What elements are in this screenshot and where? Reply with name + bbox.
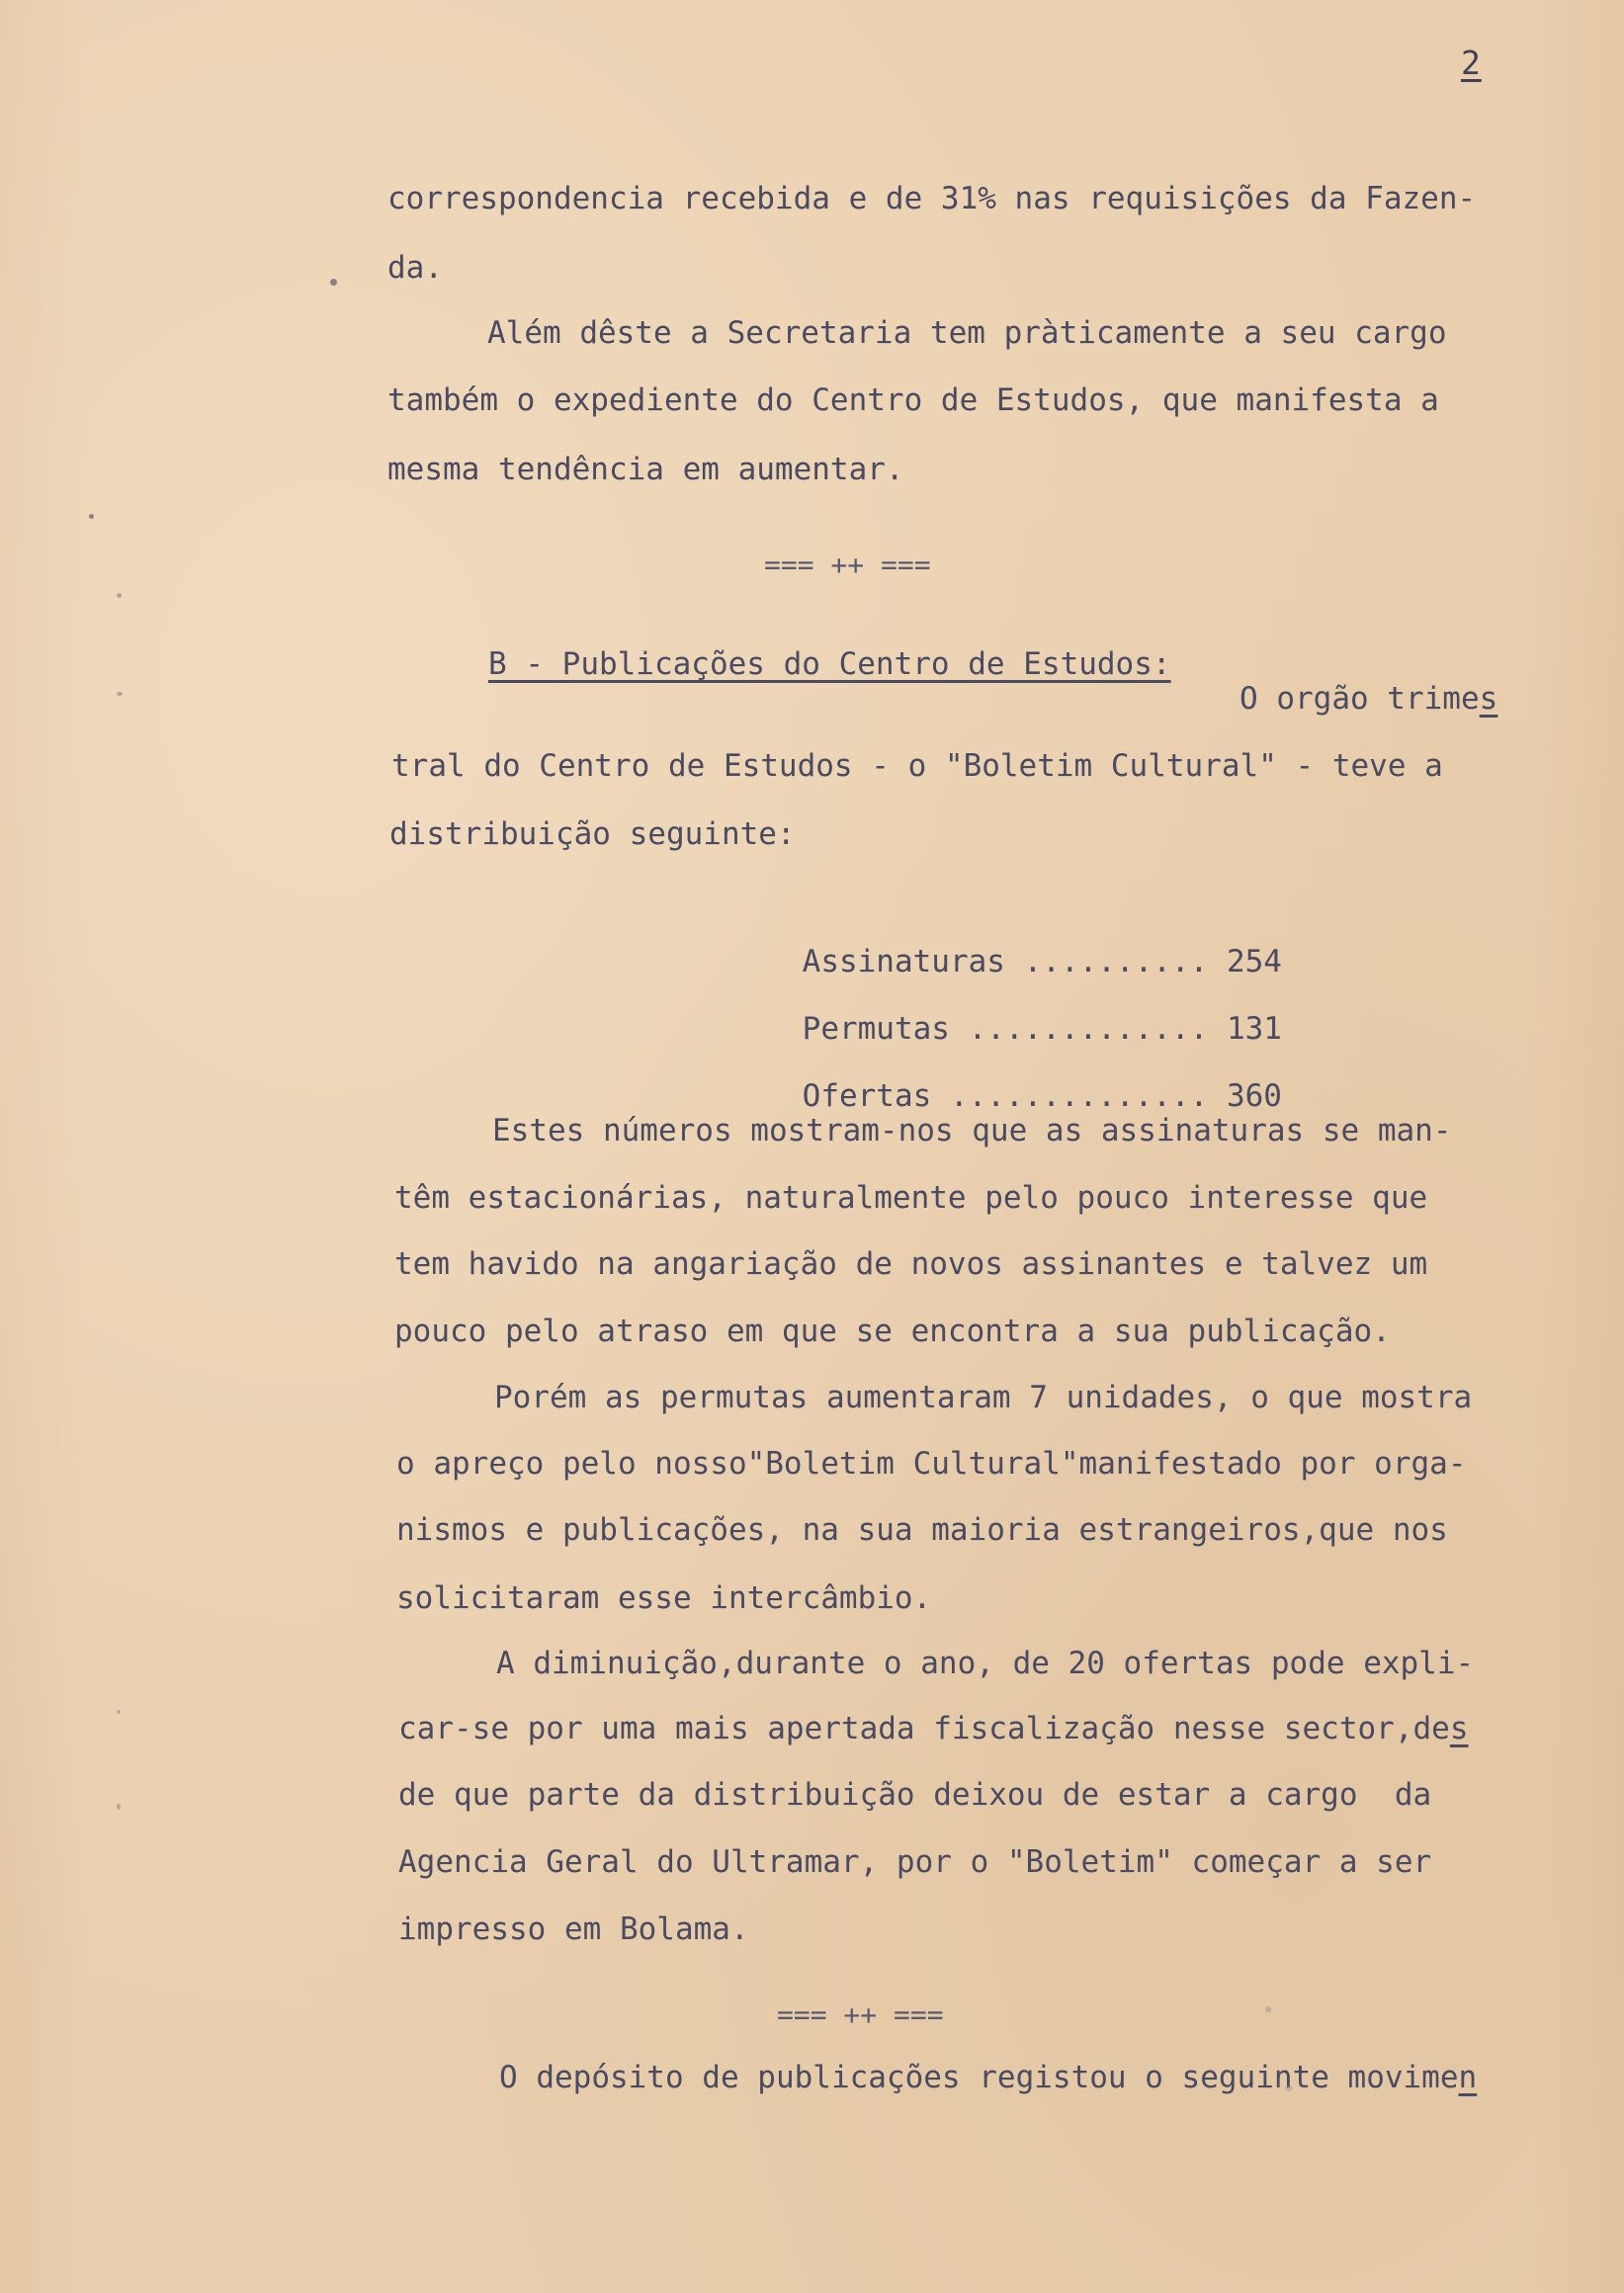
para5-line2 (398, 1711, 1469, 1746)
para3-line3: tem havido na angariação de novos assinantes e talvez um (394, 1246, 1428, 1282)
para4-line1: Porém as permutas aumentaram 7 unidades, o que mostra (494, 1380, 1473, 1415)
para5-line4: Agencia Geral do Ultramar, por o "Boletim" começar a ser (398, 1844, 1432, 1880)
section-b-line1-main: O orgão trime (1239, 681, 1480, 717)
distribution-value: 254 (1226, 944, 1282, 979)
paper-speck (330, 279, 337, 286)
distribution-label: Permutas ............. (802, 1011, 1209, 1047)
section-b-line1 (1239, 681, 1498, 717)
para2-line2: também o expediente do Centro de Estudos, que manifesta a (387, 382, 1439, 418)
para3-line4: pouco pelo atraso em que se encontra a sua publicação. (394, 1314, 1391, 1349)
distribution-label: Ofertas .............. (802, 1078, 1209, 1114)
para3-line1: Estes números mostram-nos que as assinaturas se man- (492, 1113, 1452, 1148)
page-number: 2 (1461, 43, 1482, 82)
paper-speck (117, 1804, 121, 1810)
para4-line4: solicitaram esse intercâmbio. (396, 1580, 932, 1616)
para6-line1-main: O depósito de publicações registou o seguinte movime (499, 2060, 1459, 2095)
section-b-line1-tail: s (1479, 681, 1498, 717)
para2-line3: mesma tendência em aumentar. (387, 452, 904, 487)
separator-top: === ++ === (764, 549, 931, 581)
para5-line2-tail: s (1449, 1711, 1469, 1746)
paper-speck (117, 692, 123, 696)
para1-line1: correspondencia recebida e de 31% nas requisições da Fazen- (387, 181, 1477, 216)
para5-line2-main: car-se por uma mais apertada fiscalização nesse sector,de (398, 1711, 1450, 1746)
separator-bottom: === ++ === (777, 1998, 944, 2031)
para2-line1: Além dêste a Secretaria tem pràticamente a seu cargo (487, 315, 1447, 351)
para6-line1 (499, 2060, 1478, 2095)
distribution-label: Assinaturas .......... (802, 944, 1209, 979)
paper-speck (1285, 2085, 1293, 2091)
distribution-value: 360 (1226, 1078, 1282, 1114)
para4-line2: o apreço pelo nosso"Boletim Cultural"manifestado por orga- (396, 1446, 1467, 1482)
paper-speck (1265, 2006, 1271, 2012)
para5-line5: impresso em Bolama. (398, 1911, 749, 1947)
para1-line2: da. (387, 250, 443, 286)
paper-speck (89, 514, 94, 519)
para5-line1: A diminuição,durante o ano, de 20 ofertas pode expli- (496, 1646, 1475, 1681)
distribution-value: 131 (1226, 1011, 1282, 1047)
para4-line3: nismos e publicações, na sua maioria estrangeiros,que nos (396, 1512, 1448, 1548)
section-b-line2: tral do Centro de Estudos - o "Boletim Cultural" - teve a (391, 748, 1443, 784)
section-b-line3: distribuição seguinte: (389, 816, 796, 852)
paper-speck (117, 593, 122, 598)
section-b-heading: B - Publicações do Centro de Estudos: (488, 646, 1171, 682)
para3-line2: têm estacionárias, naturalmente pelo pouco interesse que (394, 1180, 1428, 1216)
para5-line3: de que parte da distribuição deixou de estar a cargo da (398, 1777, 1432, 1813)
paper-speck (117, 1710, 121, 1714)
para6-line1-tail: n (1458, 2060, 1478, 2095)
